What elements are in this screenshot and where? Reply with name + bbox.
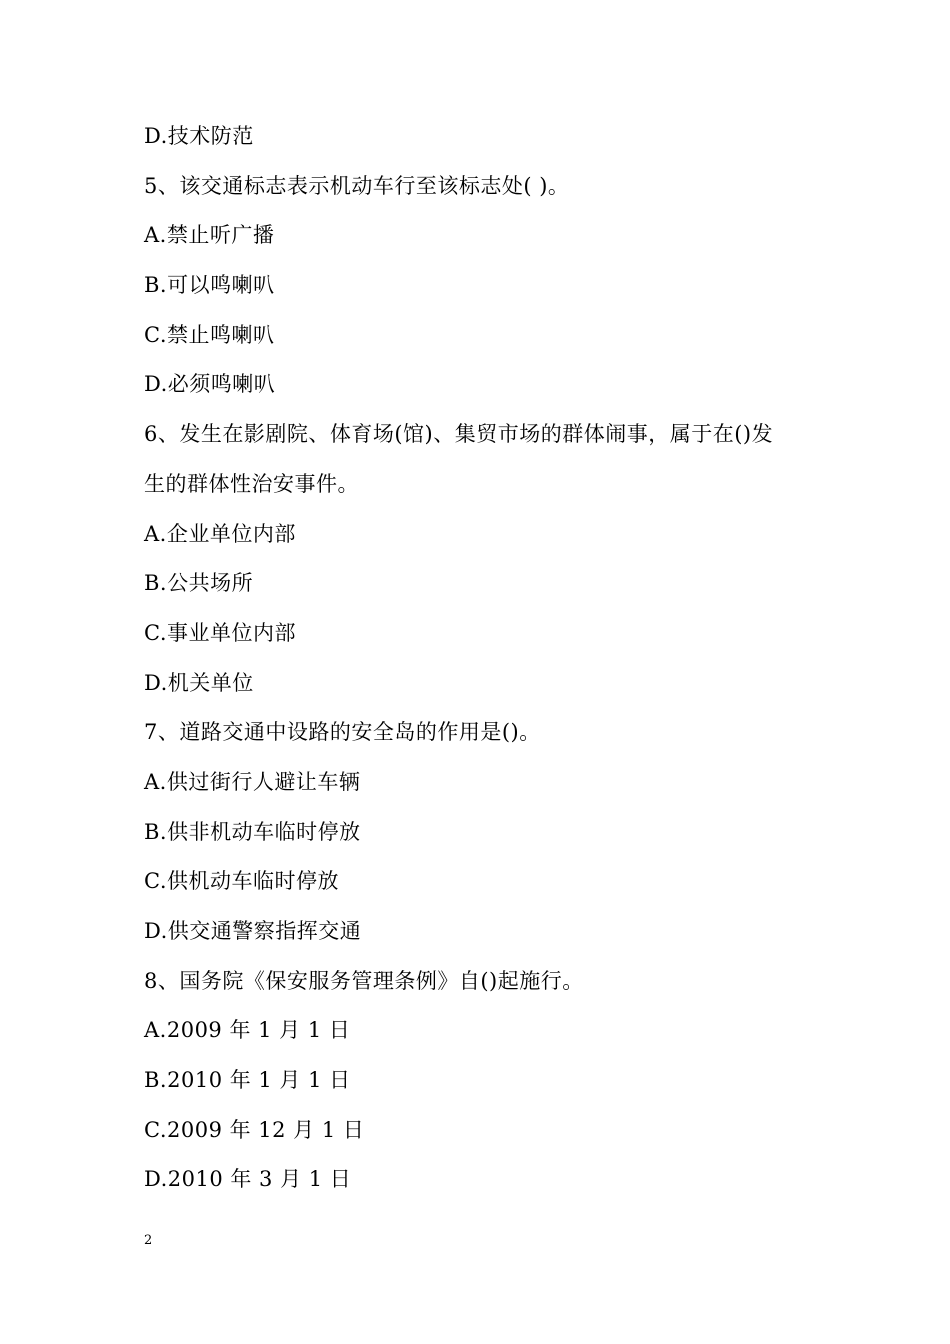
option-line: A.禁止听广播 (144, 223, 275, 248)
option-line: A.2009 年 1 月 1 日 (144, 1018, 351, 1043)
option-line: C.2009 年 12 月 1 日 (144, 1117, 365, 1142)
option-line: B.2010 年 1 月 1 日 (144, 1068, 351, 1093)
option-line: A.供过街行人避让车辆 (144, 769, 361, 794)
option-line: D.供交通警察指挥交通 (144, 919, 362, 943)
option-line: C.事业单位内部 (144, 620, 296, 645)
option-line: A.企业单位内部 (144, 521, 296, 546)
option-line: D.必须鸣喇叭 (144, 372, 276, 397)
option-line: C.禁止鸣喇叭 (144, 322, 275, 347)
option-line: D.技术防范 (144, 124, 254, 148)
question-line: 6、发生在影剧院、体育场(馆)、集贸市场的群体闹事，属于在()发 (144, 422, 774, 447)
question-line: 生的群体性治安事件。 (144, 471, 359, 496)
option-line: B.供非机动车临时停放 (144, 819, 361, 844)
question-line: 7、道路交通中设路的安全岛的作用是()。 (144, 720, 541, 745)
question-line: 8、国务院《保安服务管理条例》自()起施行。 (144, 968, 584, 993)
question-line: 5、该交通标志表示机动车行至该标志处( )。 (144, 173, 570, 198)
question-text-block (144, 118, 824, 1211)
option-line: D.2010 年 3 月 1 日 (144, 1167, 352, 1192)
page-number: 2 (144, 1233, 153, 1248)
option-line: B.公共场所 (144, 571, 254, 596)
option-line: B.可以鸣喇叭 (144, 273, 275, 298)
option-line: C.供机动车临时停放 (144, 869, 339, 894)
option-line: D.机关单位 (144, 670, 254, 695)
